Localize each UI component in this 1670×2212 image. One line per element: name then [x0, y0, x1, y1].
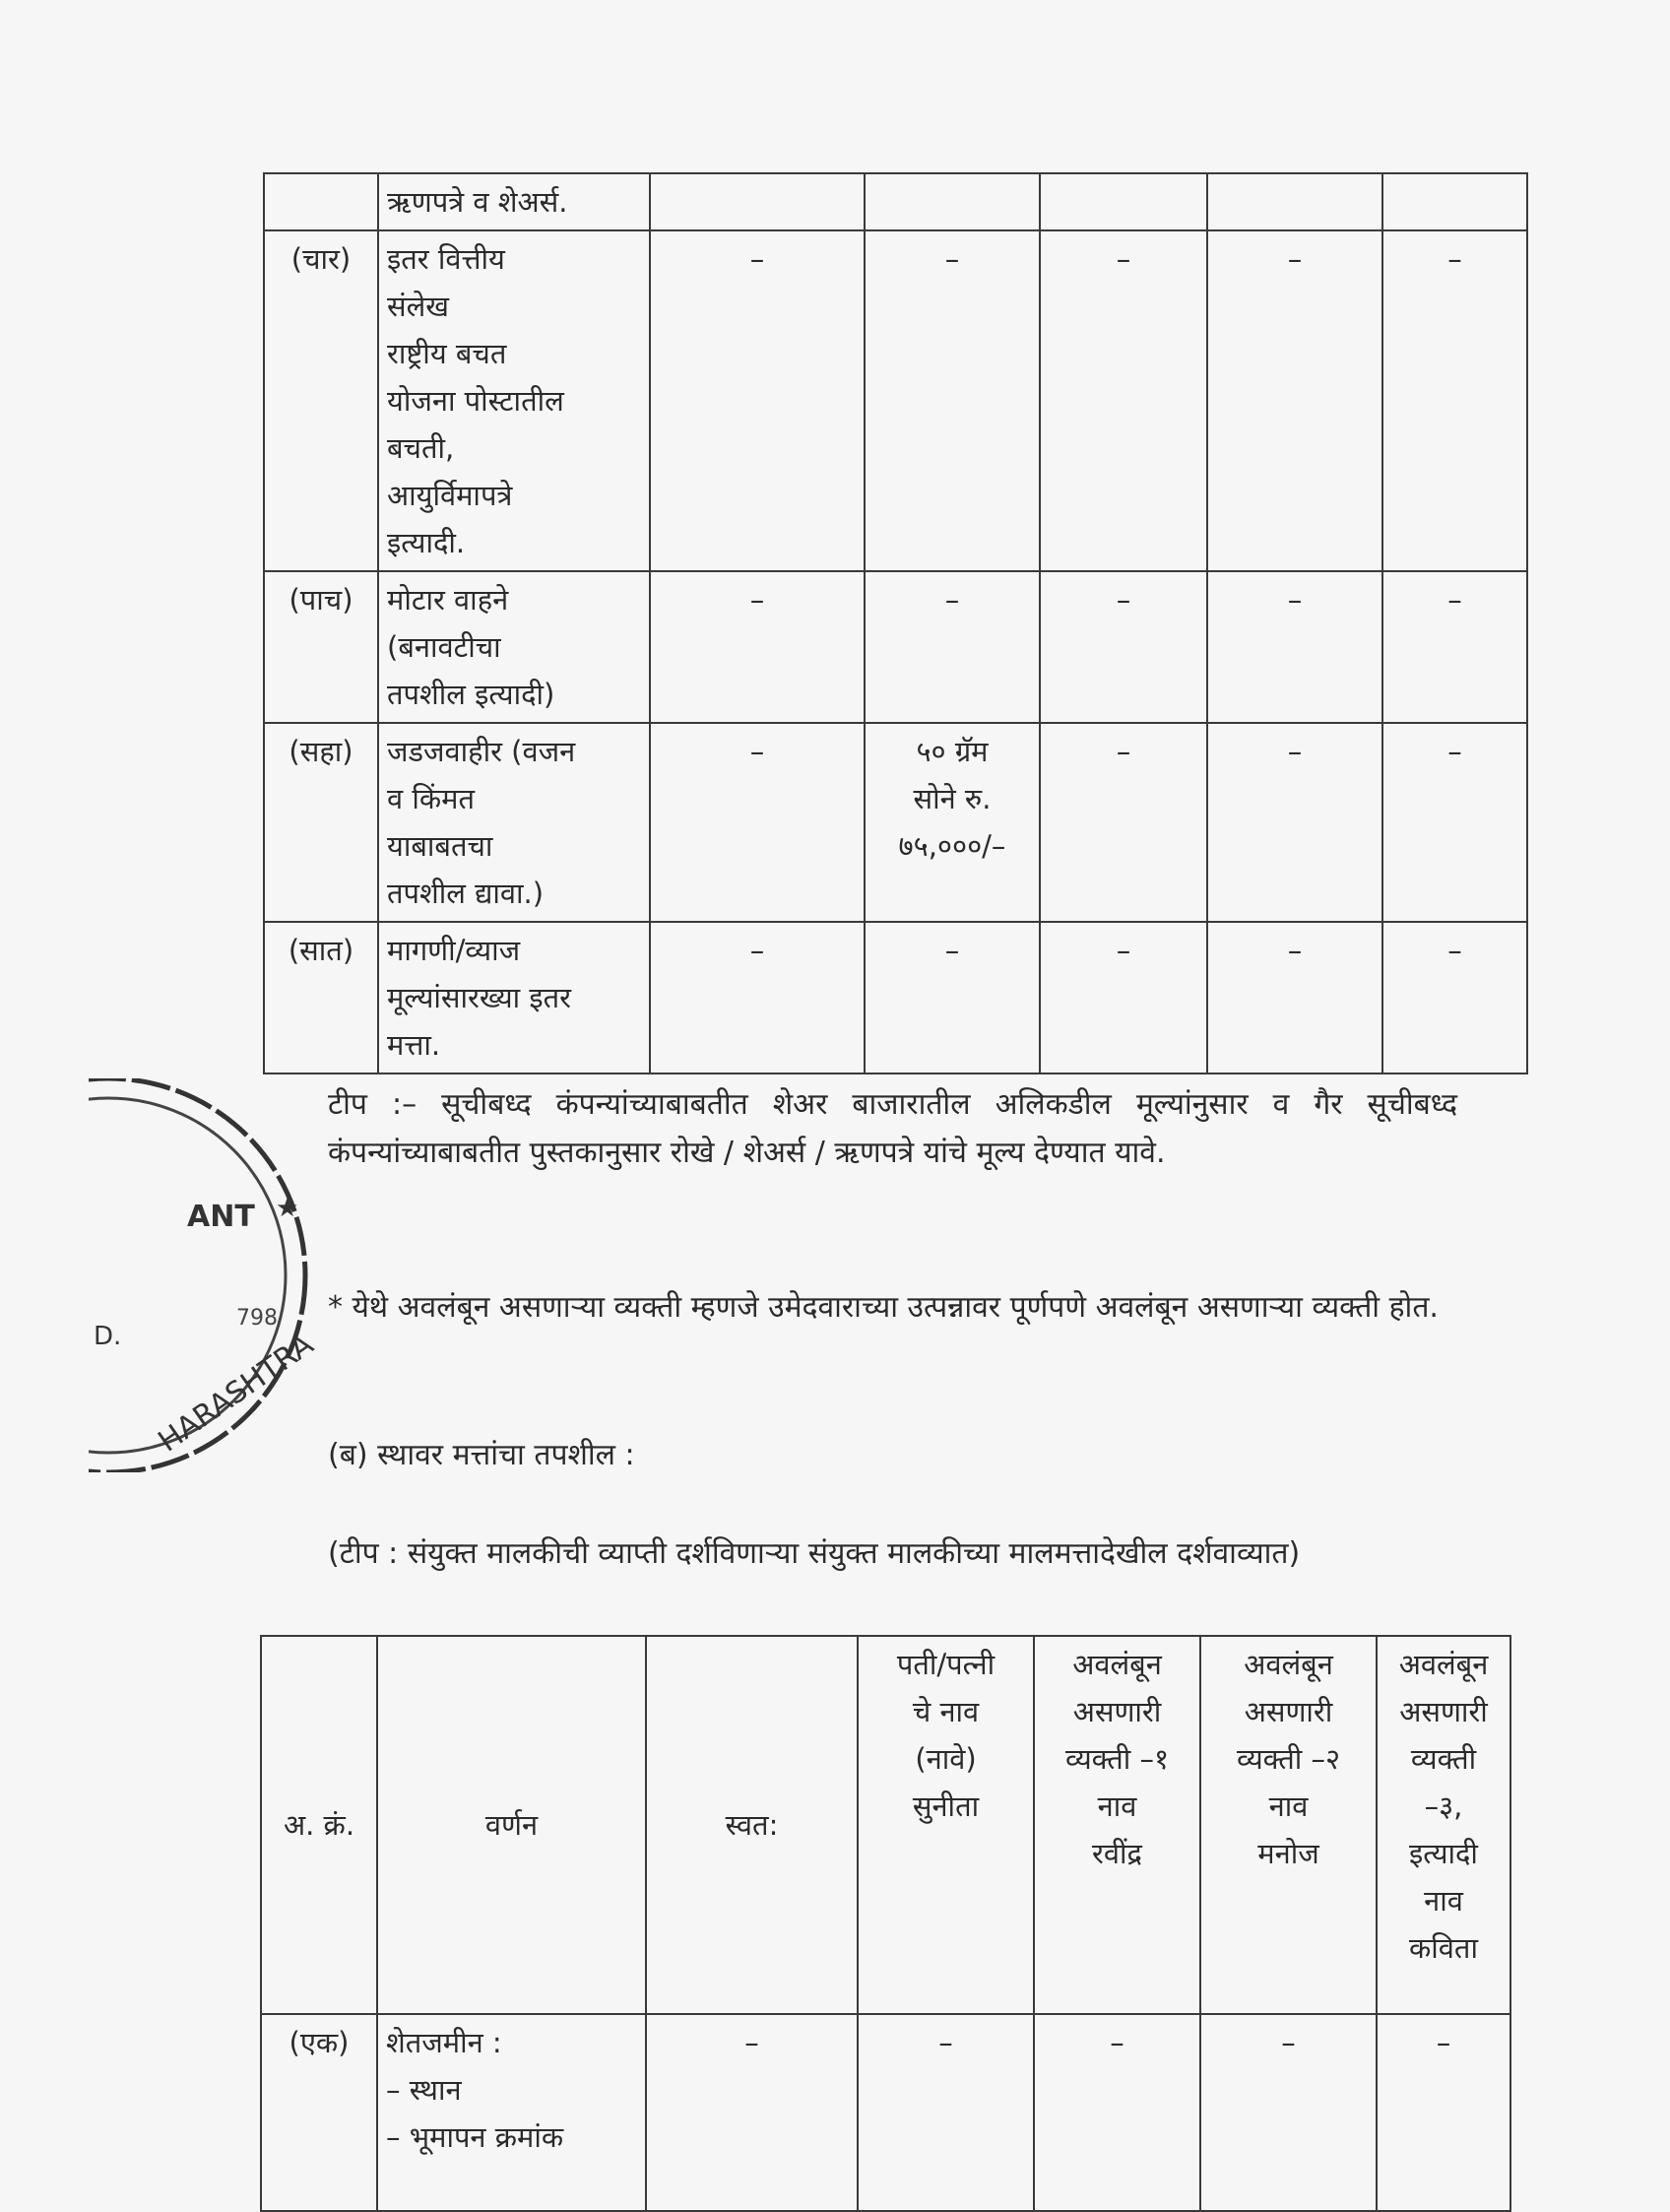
column-header-line: सुनीता — [912, 1789, 980, 1823]
column-header-line: अवलंबून — [1244, 1648, 1333, 1681]
asset-description-line: याबाबतचा — [387, 829, 493, 863]
asset-description — [378, 230, 650, 571]
asset-description-line: शेतजमीन : — [386, 2026, 502, 2059]
svg-text:798: 798 — [236, 1306, 278, 1331]
column-header-line: अवलंबून — [1398, 1648, 1489, 1681]
column-header — [261, 1636, 377, 2014]
asset-description-line: मोटार वाहने — [387, 583, 509, 617]
asset-description — [378, 173, 650, 230]
column-header — [377, 1636, 646, 2014]
asset-description — [378, 922, 650, 1073]
value-cell — [650, 173, 865, 230]
column-header — [646, 1636, 858, 2014]
value-cell: – — [646, 2014, 858, 2211]
value-cell — [865, 173, 1040, 230]
column-header-line: असणारी — [1072, 1695, 1162, 1728]
table-row — [261, 2014, 1510, 2211]
row-number: (सहा) — [264, 723, 378, 922]
value-cell: – — [865, 230, 1040, 571]
column-header-line: नाव — [1097, 1789, 1137, 1823]
column-header-line: रवींद्र — [1092, 1837, 1142, 1870]
column-header-line: कविता — [1409, 1931, 1478, 1965]
table-row — [264, 230, 1527, 571]
value-cell: – — [1040, 723, 1207, 922]
value-cell: – — [1200, 2014, 1377, 2211]
value-cell: – — [1382, 922, 1527, 1073]
asset-description-line: इत्यादी. — [387, 526, 466, 559]
column-header-line: पती/पत्नी — [896, 1648, 996, 1681]
column-header — [1034, 1636, 1200, 2014]
value-cell: – — [1382, 723, 1527, 922]
row-number: (एक) — [261, 2014, 377, 2211]
column-header-line: –३, — [1424, 1789, 1463, 1823]
asset-description — [378, 571, 650, 723]
value-cell — [1207, 173, 1382, 230]
asset-description-line: – स्थान — [386, 2073, 462, 2107]
asset-description-line: राष्ट्रीय बचत — [387, 337, 507, 370]
table-row — [264, 571, 1527, 723]
column-header-line: असणारी — [1399, 1695, 1488, 1728]
asset-description-line: मागणी/व्याज — [387, 934, 521, 967]
value-cell: – — [650, 230, 865, 571]
svg-text:HARASHTRA: HARASHTRA — [152, 1327, 320, 1460]
immovable-assets-table — [260, 1635, 1511, 2212]
asset-description-line: (बनावटीचा — [387, 630, 501, 664]
asset-description — [378, 723, 650, 922]
asset-description-line: तपशील द्यावा.) — [387, 877, 545, 910]
value-cell: – — [1040, 922, 1207, 1073]
table-row — [264, 922, 1527, 1073]
value-cell: – — [865, 922, 1040, 1073]
asset-description-line: – भूमापन क्रमांक — [386, 2120, 564, 2154]
column-header-line: व्यक्ती –१ — [1064, 1742, 1170, 1776]
column-header-line: अवलंबून — [1072, 1648, 1162, 1681]
svg-text:D.: D. — [94, 1322, 122, 1351]
value-cell — [1040, 173, 1207, 230]
value-cell: – — [1382, 571, 1527, 723]
column-header-line: नाव — [1268, 1789, 1309, 1823]
movable-assets-table — [263, 172, 1528, 1074]
value-cell: – — [1382, 230, 1527, 571]
column-header-line: व्यक्ती — [1410, 1742, 1477, 1776]
official-seal-stamp — [89, 1078, 325, 1472]
column-header-line: मनोज — [1257, 1837, 1319, 1870]
value-cell: ५० ग्रॅम सोने रु. ७५,०००/– — [865, 723, 1040, 922]
table-row — [264, 173, 1527, 230]
svg-text:ANT: ANT — [187, 1200, 255, 1234]
column-header-line: असणारी — [1244, 1695, 1333, 1728]
row-number: (पाच) — [264, 571, 378, 723]
asset-description-line: मत्ता. — [387, 1028, 441, 1062]
row-number: (चार) — [264, 230, 378, 571]
column-header-line: चे नाव — [912, 1695, 980, 1728]
column-header-line: वर्णन — [484, 1808, 539, 1842]
asset-description-line: योजना पोस्टातील — [387, 384, 564, 418]
column-header-line: व्यक्ती –२ — [1236, 1742, 1341, 1776]
asset-description — [377, 2014, 646, 2211]
value-cell: – — [650, 922, 865, 1073]
asset-description-line: संलेख — [387, 290, 449, 323]
note-dependents: * येथे अवलंबून असणाऱ्या व्यक्ती म्हणजे उमेदवाराच्या उत्पन्नावर पूर्णपणे अवलंबून असणाऱ्या व्यक्ती होत. — [328, 1290, 1439, 1325]
section-b-heading: (ब) स्थावर मत्तांचा तपशील : — [328, 1438, 635, 1472]
column-header — [1377, 1636, 1510, 2014]
value-cell — [1382, 173, 1527, 230]
row-number — [264, 173, 378, 230]
svg-text:★: ★ — [276, 1194, 299, 1223]
asset-description-line: मूल्यांसारख्या इतर — [387, 981, 572, 1014]
value-cell: – — [865, 571, 1040, 723]
value-cell: – — [1377, 2014, 1510, 2211]
column-header — [858, 1636, 1034, 2014]
value-cell: – — [1207, 723, 1382, 922]
column-header-line: स्वत: — [725, 1808, 779, 1842]
note-joint-ownership: (टीप : संयुक्त मालकीची व्याप्ती दर्शविणाऱ्या संयुक्त मालकीच्या मालमत्तादेखील दर्शवाव्यात) — [328, 1536, 1301, 1571]
asset-description-line: ऋणपत्रे व शेअर्स. — [387, 185, 568, 219]
value-cell: – — [1207, 230, 1382, 571]
asset-description-line: आयुर्विमापत्रे — [387, 479, 513, 512]
table-row — [264, 723, 1527, 922]
value-cell: – — [1207, 571, 1382, 723]
value-cell: – — [1040, 230, 1207, 571]
value-cell: – — [650, 723, 865, 922]
column-header-line: नाव — [1424, 1884, 1463, 1918]
value-cell: – — [650, 571, 865, 723]
value-cell: – — [1034, 2014, 1200, 2211]
column-header-line: (नावे) — [915, 1742, 977, 1776]
column-header-line: इत्यादी — [1409, 1837, 1478, 1870]
asset-description-line: व किंमत — [387, 782, 475, 815]
asset-description-line: बचती, — [387, 431, 455, 465]
note-listed-companies: टीप :– सूचीबध्द कंपन्यांच्याबाबतीत शेअर बाजारातील अलिकडील मूल्यांनुसार व गैर सूचीबध्द कंपन्यांच्याबाबतीत पुस्तकानुसार रोखे / शेअर्स / ऋणपत्रे यांचे मूल्य देण्यात यावे. — [328, 1087, 1457, 1170]
column-header-line: अ. क्रं. — [283, 1808, 355, 1842]
value-cell: – — [1040, 571, 1207, 723]
value-cell: – — [858, 2014, 1034, 2211]
value-cell: – — [1207, 922, 1382, 1073]
asset-description-line: तपशील इत्यादी) — [387, 678, 555, 711]
row-number: (सात) — [264, 922, 378, 1073]
column-header — [1200, 1636, 1377, 2014]
asset-description-line: जडजवाहीर (वजन — [387, 735, 576, 768]
asset-description-line: इतर वित्तीय — [387, 242, 505, 276]
